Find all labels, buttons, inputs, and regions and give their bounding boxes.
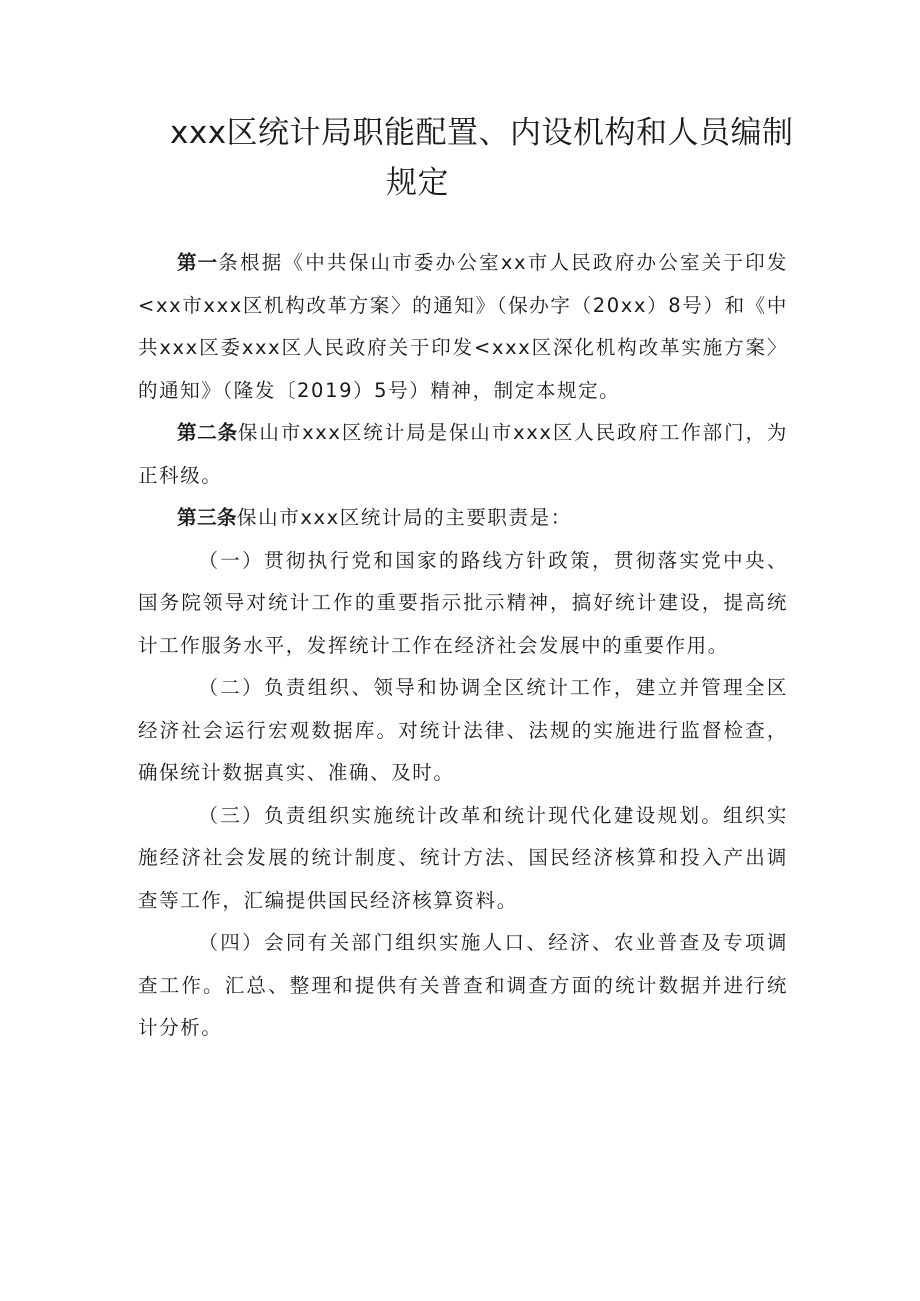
article-1-label: 第一 bbox=[177, 251, 219, 274]
document-title bbox=[170, 108, 810, 208]
duty-item-3: （三）负责组织实施统计改革和统计现代化建设规划。组织实施经济社会发展的统计制度、统计方法、国民经济核算和投入产出调查等工作，汇编提供国民经济核算资料。 bbox=[138, 803, 788, 912]
duty-item-2: （二）负责组织、领导和协调全区统计工作，建立并管理全区经济社会运行宏观数据库。对统计法律、法规的实施进行监督检查，确保统计数据真实、准确、及时。 bbox=[138, 676, 788, 784]
title-line-2: 规定 bbox=[386, 165, 449, 201]
duty-item-4: （四）会同有关部门组织实施人口、经济、农业普查及专项调查工作。汇总、整理和提供有关普查和调查方面的统计数据并进行统计分析。 bbox=[138, 931, 788, 1039]
title-line-1: xxx区统计局职能配置、内设机构和人员编制 bbox=[170, 115, 794, 151]
article-2-label: 第二条 bbox=[177, 421, 238, 444]
article-1 bbox=[138, 242, 788, 412]
duty-item-1: （一）贯彻执行党和国家的路线方针政策，贯彻落实党中央、国务院领导对统计工作的重要指示批示精神，搞好统计建设，提高统计工作服务水平，发挥统计工作在经济社会发展中的重要作用。 bbox=[138, 548, 788, 657]
article-2 bbox=[138, 412, 788, 497]
article-2-text: 保山市xxx区统计局是保山市xxx区人民政府工作部门，为正科级。 bbox=[138, 421, 788, 487]
article-3-text: 保山市xxx区统计局的主要职责是： bbox=[237, 506, 572, 529]
article-1-text: 条根据《中共保山市委办公室xx市人民政府办公室关于印发<xx市xxx区机构改革方案〉的通知》（保办字（20xx）8号）和《中共xxx区委xxx区人民政府关于印发<xxx区深化机构改革实施方案〉的通知》（隆发〔2019）5号）精神，制定本规定。 bbox=[138, 251, 788, 402]
document-body bbox=[138, 242, 788, 1050]
article-3-label: 第三条 bbox=[177, 506, 238, 529]
article-3 bbox=[138, 497, 788, 540]
